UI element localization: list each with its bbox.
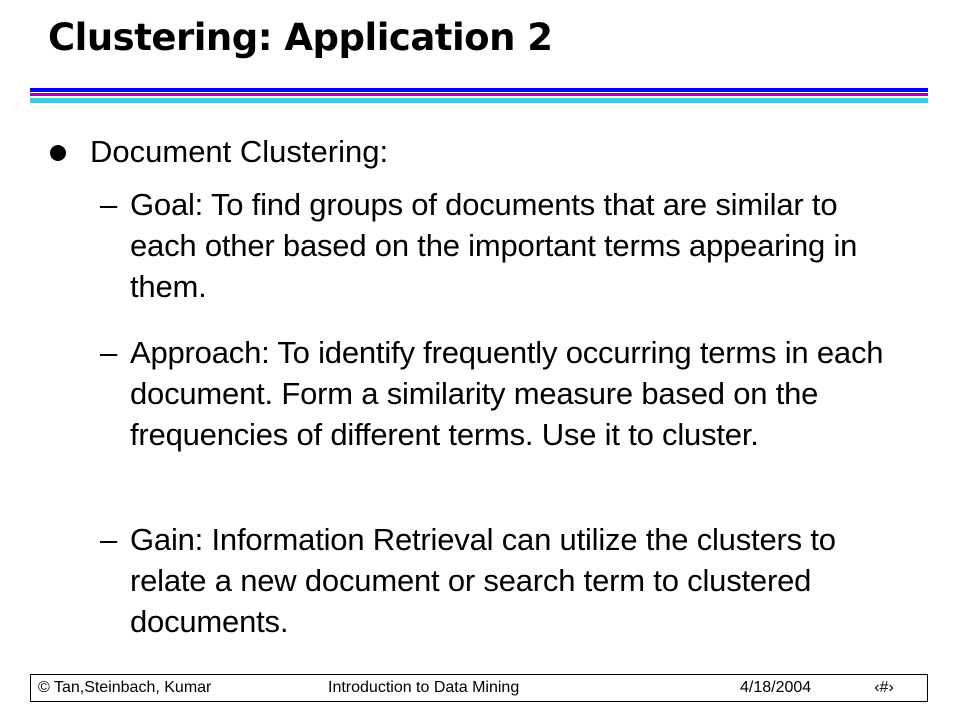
sub-bullet-goal: Goal: To find groups of documents that are similar to each other based on the important terms appearing in them. [130, 187, 858, 304]
footer-date: 4/18/2004 [740, 679, 812, 696]
footer-page-number: ‹#› [874, 679, 894, 696]
sub-bullet-dash-approach: – [100, 335, 118, 370]
slide-title: Clustering: Application 2 [48, 16, 553, 59]
footer-course-title: Introduction to Data Mining [328, 679, 520, 696]
footer-copyright: © Tan,Steinbach, Kumar [38, 679, 212, 696]
title-underline-cyan [30, 98, 928, 103]
sub-bullet-approach: Approach: To identify frequently occurring terms in each document. Form a similarity measure based on the frequencies of different terms. Use it to cluster. [130, 335, 884, 452]
sub-bullet-dash-goal: – [100, 187, 118, 222]
title-underline-purple [30, 93, 928, 96]
sub-bullet-dash-gain: – [100, 522, 118, 557]
title-underline-blue [30, 88, 928, 92]
bullet-dot-icon [50, 145, 66, 161]
sub-bullet-gain: Gain: Information Retrieval can utilize the clusters to relate a new document or search term to clustered documents. [130, 522, 836, 639]
bullet-document-clustering: Document Clustering: [90, 134, 389, 169]
